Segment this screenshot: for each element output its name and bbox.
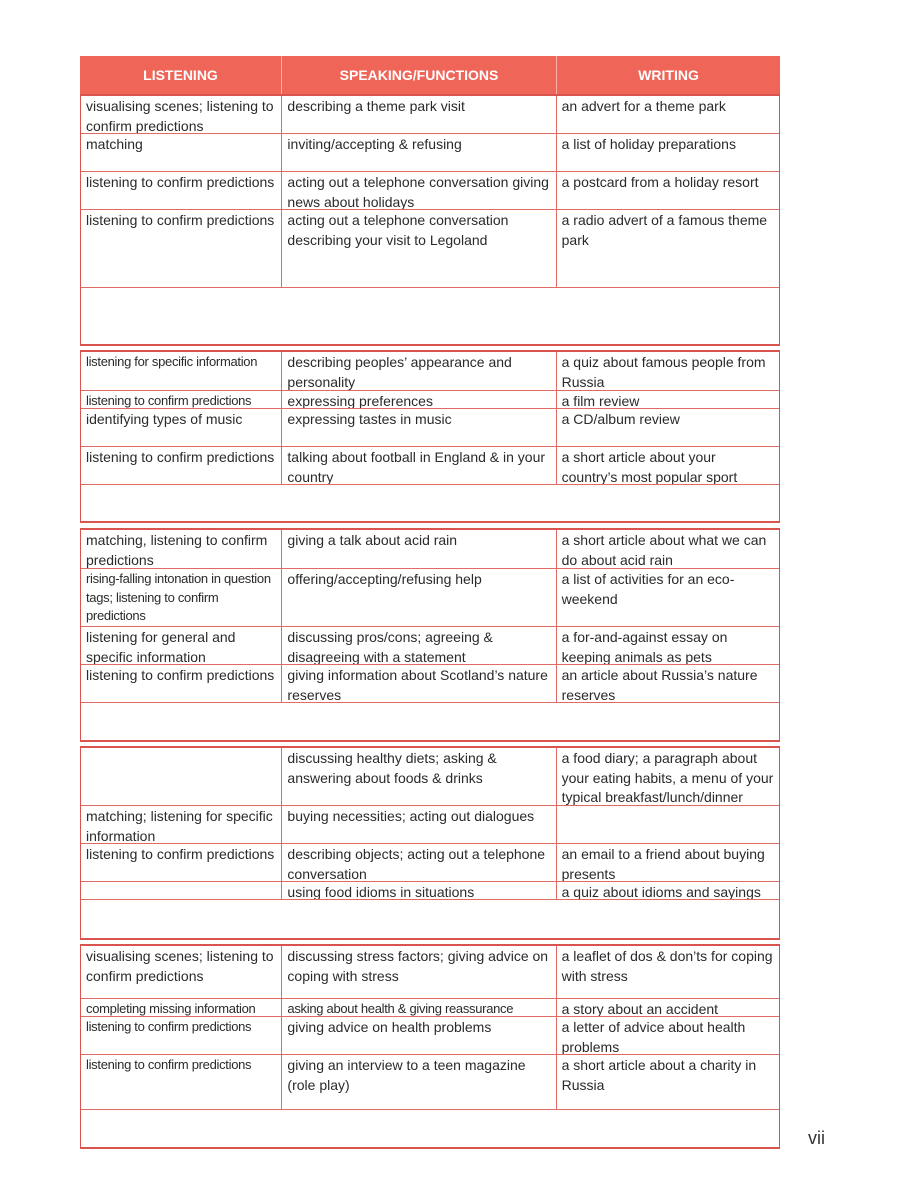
header-listening: LISTENING bbox=[80, 56, 282, 94]
header-speaking-functions: SPEAKING/FUNCTIONS bbox=[282, 56, 557, 94]
writing-cell: a quiz about famous people from Russia bbox=[561, 354, 766, 390]
empty-cell bbox=[81, 288, 779, 344]
listening-cell: listening to confirm predictions bbox=[81, 447, 282, 484]
table-row bbox=[81, 999, 779, 1017]
writing-cell: a for-and-against essay on keeping animals as pets bbox=[561, 629, 728, 664]
speaking-cell: giving an interview to a teen magazine (role play) bbox=[282, 1055, 556, 1109]
speaking-cell: expressing preferences bbox=[282, 391, 556, 408]
table-row bbox=[81, 96, 779, 134]
listening-cell: matching; listening for specific information bbox=[81, 806, 282, 843]
listening-cell bbox=[81, 748, 282, 805]
module-block-3 bbox=[80, 528, 780, 742]
writing-cell: an email to a friend about buying presents bbox=[561, 846, 765, 881]
table-row bbox=[81, 946, 779, 999]
module-block-1 bbox=[80, 94, 780, 346]
table-row-empty bbox=[81, 703, 779, 740]
writing-cell: a quiz about idioms and sayings bbox=[561, 884, 761, 899]
listening-cell: rising-falling intonation in question tags; listening to confirm predictions bbox=[81, 569, 282, 626]
speaking-cell: using food idioms in situations bbox=[282, 882, 556, 899]
writing-cell: a list of activities for an eco-weekend bbox=[561, 571, 735, 607]
table-row bbox=[81, 665, 779, 703]
speaking-cell: describing peoples’ appearance and personality bbox=[282, 352, 556, 390]
writing-cell: a film review bbox=[561, 393, 640, 408]
listening-cell: listening for specific information bbox=[81, 352, 282, 390]
speaking-cell: discussing pros/cons; agreeing & disagreeing with a statement bbox=[282, 627, 556, 664]
table-row bbox=[81, 447, 779, 485]
table-row bbox=[81, 806, 779, 844]
table-row bbox=[81, 391, 779, 409]
speaking-cell: talking about football in England & in your country bbox=[282, 447, 556, 484]
table-row bbox=[81, 172, 779, 210]
table-row bbox=[81, 1055, 779, 1110]
listening-cell: listening to confirm predictions bbox=[81, 391, 282, 408]
speaking-cell: describing a theme park visit bbox=[282, 96, 556, 133]
writing-cell: an article about Russia’s nature reserves bbox=[561, 667, 758, 702]
table-row bbox=[81, 134, 779, 172]
writing-cell bbox=[557, 806, 779, 843]
table-row bbox=[81, 210, 779, 288]
module-block-4 bbox=[80, 746, 780, 940]
writing-cell: an advert for a theme park bbox=[561, 98, 726, 114]
listening-cell: matching bbox=[81, 134, 282, 171]
speaking-cell: asking about health & giving reassurance bbox=[282, 999, 556, 1016]
empty-cell bbox=[81, 703, 779, 740]
table-row bbox=[81, 844, 779, 882]
listening-cell bbox=[81, 882, 282, 899]
listening-cell: matching, listening to confirm predictions bbox=[81, 530, 282, 568]
listening-cell: visualising scenes; listening to confirm predictions bbox=[81, 946, 282, 998]
table-row bbox=[81, 352, 779, 391]
table-row bbox=[81, 530, 779, 569]
module-block-2 bbox=[80, 350, 780, 523]
writing-cell: a food diary; a paragraph about your eating habits, a menu of your typical breakfast/lunch/dinner bbox=[561, 750, 774, 805]
listening-cell: identifying types of music bbox=[81, 409, 282, 446]
speaking-cell: buying necessities; acting out dialogues bbox=[282, 806, 556, 843]
speaking-cell: giving information about Scotland’s nature reserves bbox=[282, 665, 556, 702]
module-block-5 bbox=[80, 944, 780, 1149]
listening-cell: listening for general and specific information bbox=[81, 627, 282, 664]
writing-cell: a letter of advice about health problems bbox=[561, 1019, 746, 1054]
listening-cell: listening to confirm predictions bbox=[81, 1055, 282, 1109]
table-row-empty bbox=[81, 485, 779, 521]
writing-cell: a list of holiday preparations bbox=[561, 136, 736, 152]
writing-cell: a leaflet of dos & don’ts for coping with stress bbox=[561, 948, 773, 984]
empty-cell bbox=[81, 1110, 779, 1147]
table-row-empty bbox=[81, 288, 779, 344]
listening-cell: listening to confirm predictions bbox=[81, 1017, 282, 1054]
writing-cell: a radio advert of a famous theme park bbox=[561, 212, 768, 248]
speaking-cell: inviting/accepting & refusing bbox=[282, 134, 556, 171]
listening-cell: listening to confirm predictions bbox=[81, 172, 282, 209]
speaking-cell: giving a talk about acid rain bbox=[282, 530, 556, 568]
writing-cell: a short article about a charity in Russia bbox=[561, 1057, 757, 1093]
writing-cell: a story about an accident bbox=[561, 1001, 719, 1016]
speaking-cell: expressing tastes in music bbox=[282, 409, 556, 446]
header-writing: WRITING bbox=[638, 67, 699, 83]
speaking-cell: offering/accepting/refusing help bbox=[282, 569, 556, 626]
speaking-cell: acting out a telephone conversation giving news about holidays bbox=[282, 172, 556, 209]
speaking-cell: discussing healthy diets; asking & answering about foods & drinks bbox=[282, 748, 556, 805]
speaking-cell: giving advice on health problems bbox=[282, 1017, 556, 1054]
writing-cell: a short article about your country’s most popular sport bbox=[561, 449, 738, 484]
table-row-empty bbox=[81, 1110, 779, 1147]
table-row bbox=[81, 1017, 779, 1055]
table-row-empty bbox=[81, 900, 779, 938]
table-row bbox=[81, 748, 779, 806]
writing-cell: a postcard from a holiday resort bbox=[561, 174, 759, 190]
table-row bbox=[81, 627, 779, 665]
empty-cell bbox=[81, 900, 779, 938]
listening-cell: completing missing information bbox=[81, 999, 282, 1016]
listening-cell: listening to confirm predictions bbox=[81, 210, 282, 287]
empty-cell bbox=[81, 485, 779, 521]
speaking-cell: describing objects; acting out a telephone conversation bbox=[282, 844, 556, 881]
writing-cell: a short article about what we can do about acid rain bbox=[561, 532, 767, 568]
speaking-cell: acting out a telephone conversation describing your visit to Legoland bbox=[282, 210, 556, 287]
listening-cell: visualising scenes; listening to confirm predictions bbox=[81, 96, 282, 133]
listening-cell: listening to confirm predictions bbox=[81, 844, 282, 881]
page-number: vii bbox=[808, 1128, 825, 1148]
table-header bbox=[80, 56, 780, 94]
speaking-cell: discussing stress factors; giving advice on coping with stress bbox=[282, 946, 556, 998]
listening-cell: listening to confirm predictions bbox=[81, 665, 282, 702]
writing-cell: a CD/album review bbox=[561, 411, 680, 427]
table-row bbox=[81, 409, 779, 447]
table-row bbox=[81, 882, 779, 900]
table-row bbox=[81, 569, 779, 627]
